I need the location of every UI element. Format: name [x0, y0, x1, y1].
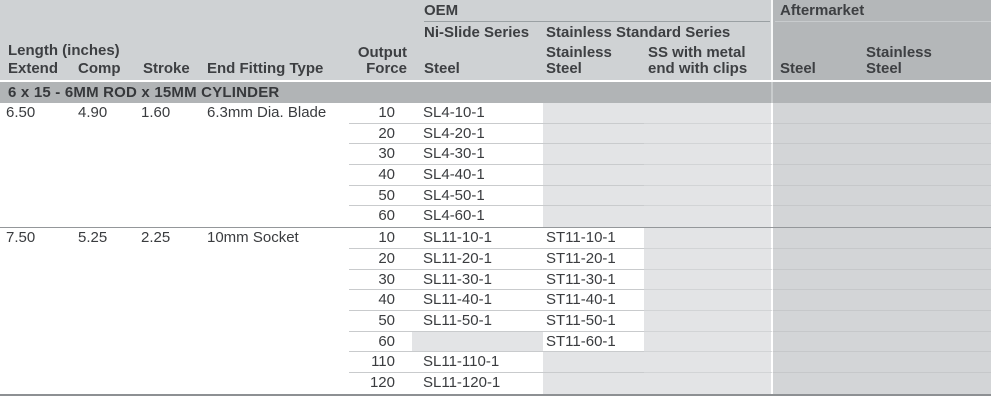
- cell-stainless-aftermarket: [862, 249, 991, 270]
- col-header-stroke: Stroke: [143, 60, 190, 77]
- table-body: [0, 103, 991, 396]
- cell-ss-metal-end-clips: [644, 270, 773, 291]
- table-row: [0, 186, 991, 207]
- cell-end-fitting-type: [200, 332, 349, 353]
- cell-extend: [0, 290, 70, 311]
- cell-stainless-steel: ST11-30-1: [543, 270, 644, 291]
- cell-stroke: [135, 165, 200, 186]
- cell-output-force: 110: [349, 352, 412, 373]
- cell-steel-aftermarket: [773, 165, 862, 186]
- cell-extend: [0, 124, 70, 145]
- cell-stroke: [135, 311, 200, 332]
- cell-ss-metal-end-clips: [644, 311, 773, 332]
- ss-metal-line2: end with clips: [648, 60, 748, 77]
- cell-output-force: 60: [378, 207, 395, 225]
- cell-extend: [0, 144, 70, 165]
- cell-comp: [70, 332, 135, 353]
- output-force-line2: Force: [366, 60, 407, 77]
- col-header-steel-aftermarket: Steel: [780, 60, 816, 77]
- cell-comp: 4.90: [78, 104, 108, 121]
- cell-steel-oem: SL4-50-1: [412, 186, 543, 207]
- cell-steel-oem: SL11-50-1: [412, 311, 543, 332]
- cell-stroke: [135, 249, 200, 270]
- cell-stainless-steel: [543, 186, 644, 207]
- cell-steel-aftermarket: [773, 228, 862, 249]
- table-row: [0, 270, 991, 291]
- cell-ss-metal-end-clips: [644, 144, 773, 165]
- col-header-steel-oem: Steel: [424, 60, 460, 77]
- cell-ss-metal-end-clips: [644, 186, 773, 207]
- cell-ss-metal-end-clips: [644, 249, 773, 270]
- cell-end-fitting-type: 6.3mm Dia. Blade: [207, 104, 327, 121]
- cell-ss-metal-end-clips: [644, 352, 773, 373]
- cell-steel-oem: SL11-30-1: [412, 270, 543, 291]
- cell-extend: [0, 352, 70, 373]
- cell-steel-aftermarket: [773, 290, 862, 311]
- cell-output-force: 10: [349, 103, 412, 124]
- cell-extend: [0, 373, 70, 394]
- cell-stroke: 2.25: [141, 229, 171, 247]
- cell-output-force: 120: [369, 373, 395, 391]
- cell-output-force: 30: [349, 144, 412, 165]
- cell-end-fitting-type: [200, 165, 349, 186]
- cell-output-force: 20: [349, 249, 412, 270]
- table-row: [0, 290, 991, 311]
- table-row: [0, 124, 991, 145]
- cell-steel-aftermarket: [773, 352, 862, 373]
- cell-end-fitting-type: [200, 124, 349, 145]
- section-row: [0, 82, 991, 103]
- cell-stainless-aftermarket: [862, 290, 991, 311]
- cell-stainless-steel: [543, 103, 644, 124]
- cell-comp: [70, 124, 135, 145]
- table-row: [0, 332, 991, 353]
- cell-output-force: 40: [349, 290, 412, 311]
- table-row: [0, 103, 991, 124]
- cell-stainless-steel: ST11-20-1: [543, 249, 644, 270]
- cell-steel-oem: SL4-20-1: [412, 124, 543, 145]
- cell-ss-metal-end-clips: [644, 228, 773, 249]
- cell-steel-oem: SL4-60-1: [412, 206, 543, 227]
- cell-stainless-aftermarket: [862, 124, 991, 145]
- cell-comp: [70, 144, 135, 165]
- col-header-extend: Extend: [8, 60, 59, 77]
- cell-comp: [70, 165, 135, 186]
- aftermarket-underline: [775, 21, 991, 22]
- cell-comp: 5.25: [78, 229, 108, 247]
- cell-comp: [70, 206, 135, 227]
- cell-stainless-aftermarket: [862, 352, 991, 373]
- cell-stainless-steel: ST11-50-1: [543, 311, 644, 332]
- cell-steel-oem: SL4-30-1: [412, 144, 543, 165]
- cell-stainless-aftermarket: [862, 186, 991, 207]
- length-inches-label: Length (inches): [8, 42, 120, 59]
- col-header-ss-metal-clips: [648, 45, 747, 77]
- cell-extend: [0, 206, 70, 227]
- cell-stroke: [135, 352, 200, 373]
- section-title: 6 x 15 - 6MM ROD x 15MM CYLINDER: [8, 84, 280, 101]
- cell-steel-oem: SL11-40-1: [412, 290, 543, 311]
- cell-stainless-aftermarket: [862, 206, 991, 227]
- cell-steel-oem: SL11-110-1: [412, 352, 543, 373]
- cell-comp: [70, 290, 135, 311]
- cell-stainless-steel: ST11-60-1: [543, 332, 644, 353]
- col-header-stainless-aftermarket: [866, 45, 932, 77]
- cell-stroke: [135, 144, 200, 165]
- cell-stainless-aftermarket: [862, 228, 991, 249]
- cell-extend: [0, 311, 70, 332]
- output-force-line1: Output: [357, 44, 407, 61]
- stainless-am-line1: Stainless: [866, 44, 932, 61]
- cell-end-fitting-type: [200, 373, 349, 394]
- cell-stainless-steel: [543, 144, 644, 165]
- cell-stroke: [135, 124, 200, 145]
- cell-ss-metal-end-clips: [644, 103, 773, 124]
- cell-comp: [70, 270, 135, 291]
- cell-stroke: [135, 206, 200, 227]
- cell-comp: [70, 352, 135, 373]
- ni-slide-series-header: Ni-Slide Series: [424, 24, 530, 41]
- col-header-stainless-steel: [546, 45, 612, 77]
- cell-ss-metal-end-clips: [644, 124, 773, 145]
- cell-end-fitting-type: [200, 186, 349, 207]
- cell-steel-oem: [412, 332, 543, 353]
- cell-steel-oem: SL11-20-1: [412, 249, 543, 270]
- cell-output-force: 40: [349, 165, 412, 186]
- cell-stroke: [135, 186, 200, 207]
- cell-end-fitting-type: [200, 311, 349, 332]
- cell-ss-metal-end-clips: [644, 290, 773, 311]
- cell-output-force: 30: [349, 270, 412, 291]
- ss-metal-line1: SS with metal: [648, 44, 746, 61]
- table-row: [0, 249, 991, 270]
- cell-steel-aftermarket: [773, 249, 862, 270]
- cell-steel-oem: SL11-120-1: [412, 373, 543, 394]
- cell-stainless-steel: ST11-10-1: [543, 228, 644, 249]
- cell-stroke: [135, 270, 200, 291]
- cell-extend: 6.50: [6, 104, 36, 121]
- cell-stainless-steel: [543, 352, 644, 373]
- table-row: [0, 311, 991, 332]
- cell-output-force: 60: [349, 332, 412, 353]
- stainless-am-line2: Steel: [866, 60, 902, 77]
- cell-steel-aftermarket: [773, 332, 862, 353]
- cell-steel-oem: SL11-10-1: [412, 228, 543, 249]
- aftermarket-group-header: Aftermarket: [780, 2, 865, 19]
- cell-stainless-aftermarket: [862, 373, 991, 394]
- cell-end-fitting-type: 10mm Socket: [207, 229, 299, 247]
- cell-extend: 7.50: [6, 229, 36, 247]
- cell-stroke: [135, 373, 200, 394]
- cell-output-force: 20: [349, 124, 412, 145]
- table-row: [0, 206, 991, 228]
- cell-end-fitting-type: [200, 206, 349, 227]
- cell-stainless-steel: ST11-40-1: [543, 290, 644, 311]
- cell-stainless-aftermarket: [862, 165, 991, 186]
- table-header: [0, 0, 991, 80]
- cell-output-force: 50: [349, 311, 412, 332]
- cell-ss-metal-end-clips: [644, 373, 773, 394]
- cell-extend: [0, 249, 70, 270]
- cell-stroke: 1.60: [141, 104, 171, 121]
- table-row: [0, 144, 991, 165]
- cell-end-fitting-type: [200, 290, 349, 311]
- cell-steel-aftermarket: [773, 206, 862, 227]
- col-header-end-fitting-type: End Fitting Type: [207, 60, 324, 77]
- oem-group-header: OEM: [424, 2, 459, 19]
- cell-stainless-aftermarket: [862, 332, 991, 353]
- cell-steel-aftermarket: [773, 270, 862, 291]
- cell-stainless-steel: [543, 373, 644, 394]
- cell-extend: [0, 186, 70, 207]
- cell-end-fitting-type: [200, 270, 349, 291]
- cell-stainless-aftermarket: [862, 144, 991, 165]
- cell-ss-metal-end-clips: [644, 206, 773, 227]
- table-row: [0, 373, 991, 396]
- cell-steel-aftermarket: [773, 144, 862, 165]
- cell-output-force: 50: [349, 186, 412, 207]
- cell-end-fitting-type: [200, 144, 349, 165]
- cell-stainless-aftermarket: [862, 270, 991, 291]
- cell-output-force: 10: [349, 228, 412, 249]
- cell-steel-aftermarket: [773, 186, 862, 207]
- table-row: [0, 165, 991, 186]
- cell-stainless-aftermarket: [862, 311, 991, 332]
- cell-ss-metal-end-clips: [644, 332, 773, 353]
- cell-comp: [70, 373, 135, 394]
- cell-extend: [0, 270, 70, 291]
- cell-stroke: [135, 290, 200, 311]
- col-header-comp: Comp: [78, 60, 121, 77]
- table-row: [0, 352, 991, 373]
- col-header-output-force: [330, 45, 407, 77]
- stainless-standard-series-header: Stainless Standard Series: [546, 24, 731, 41]
- cell-comp: [70, 311, 135, 332]
- table-row: [0, 228, 991, 249]
- cell-steel-aftermarket: [773, 124, 862, 145]
- cell-stroke: [135, 332, 200, 353]
- cell-steel-aftermarket: [773, 373, 862, 394]
- stainless-steel-line1: Stainless: [546, 44, 612, 61]
- cell-extend: [0, 165, 70, 186]
- cell-steel-oem: SL4-40-1: [412, 165, 543, 186]
- cell-stainless-aftermarket: [862, 103, 991, 124]
- cell-steel-aftermarket: [773, 311, 862, 332]
- oem-underline: [424, 21, 770, 22]
- cell-end-fitting-type: [200, 352, 349, 373]
- cell-steel-oem: SL4-10-1: [412, 103, 543, 124]
- cell-extend: [0, 332, 70, 353]
- cell-stainless-steel: [543, 165, 644, 186]
- cell-stainless-steel: [543, 206, 644, 227]
- cell-end-fitting-type: [200, 249, 349, 270]
- cell-stainless-steel: [543, 124, 644, 145]
- cell-comp: [70, 249, 135, 270]
- cell-comp: [70, 186, 135, 207]
- stainless-steel-line2: Steel: [546, 60, 582, 77]
- cell-steel-aftermarket: [773, 103, 862, 124]
- cell-ss-metal-end-clips: [644, 165, 773, 186]
